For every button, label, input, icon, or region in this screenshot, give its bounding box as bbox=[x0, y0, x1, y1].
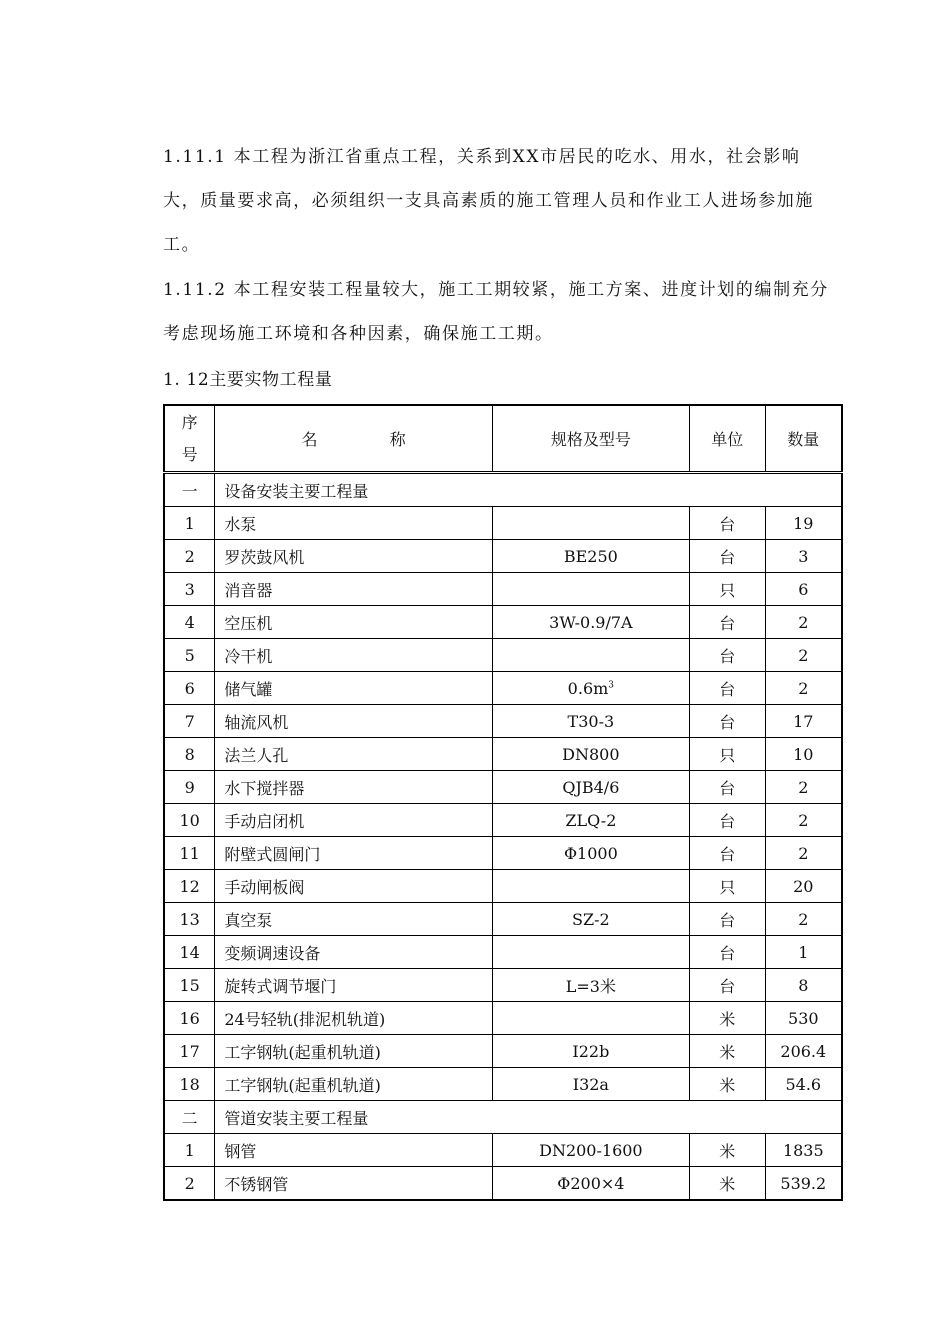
row-number: 10 bbox=[164, 804, 215, 837]
item-quantity: 2 bbox=[765, 903, 842, 936]
item-quantity: 2 bbox=[765, 771, 842, 804]
table-body bbox=[164, 473, 842, 1201]
table-row bbox=[164, 672, 842, 705]
item-spec: Φ1000 bbox=[492, 837, 689, 870]
item-unit: 米 bbox=[689, 1002, 765, 1035]
item-spec: T30-3 bbox=[492, 705, 689, 738]
item-spec-text: 0.6m bbox=[567, 678, 609, 698]
item-quantity: 2 bbox=[765, 672, 842, 705]
item-quantity: 530 bbox=[765, 1002, 842, 1035]
item-spec: ZLQ-2 bbox=[492, 804, 689, 837]
item-spec: SZ-2 bbox=[492, 903, 689, 936]
row-number: 8 bbox=[164, 738, 215, 771]
item-name: 水下搅拌器 bbox=[215, 771, 492, 804]
row-number: 16 bbox=[164, 1002, 215, 1035]
table-row bbox=[164, 1002, 842, 1035]
item-name: 法兰人孔 bbox=[215, 738, 492, 771]
item-name: 变频调速设备 bbox=[215, 936, 492, 969]
header-qty: 数量 bbox=[765, 405, 842, 473]
table-row bbox=[164, 540, 842, 573]
row-number: 12 bbox=[164, 870, 215, 903]
table-header-row bbox=[164, 405, 842, 473]
paragraph-1-11-1: 1.11.1 本工程为浙江省重点工程，关系到XX市居民的吃水、用水，社会影响大，质量要求高，必须组织一支具高素质的施工管理人员和作业工人进场参加施工。 bbox=[163, 147, 814, 255]
row-number: 11 bbox=[164, 837, 215, 870]
header-unit: 单位 bbox=[689, 405, 765, 473]
table-row bbox=[164, 606, 842, 639]
table-row bbox=[164, 771, 842, 804]
item-quantity: 2 bbox=[765, 804, 842, 837]
section-title: 设备安装主要工程量 bbox=[215, 473, 842, 507]
item-spec: Φ200×4 bbox=[492, 1167, 689, 1201]
item-spec bbox=[492, 936, 689, 969]
item-name: 手动启闭机 bbox=[215, 804, 492, 837]
table-row bbox=[164, 1035, 842, 1068]
item-quantity: 19 bbox=[765, 507, 842, 540]
row-number: 17 bbox=[164, 1035, 215, 1068]
item-quantity: 54.6 bbox=[765, 1068, 842, 1101]
table-row bbox=[164, 507, 842, 540]
table-row bbox=[164, 738, 842, 771]
row-number: 4 bbox=[164, 606, 215, 639]
item-spec: DN200-1600 bbox=[492, 1134, 689, 1167]
table-row bbox=[164, 1134, 842, 1167]
item-spec: QJB4/6 bbox=[492, 771, 689, 804]
item-quantity: 3 bbox=[765, 540, 842, 573]
item-quantity: 17 bbox=[765, 705, 842, 738]
table-row bbox=[164, 969, 842, 1002]
header-spec: 规格及型号 bbox=[492, 405, 689, 473]
item-quantity: 2 bbox=[765, 606, 842, 639]
header-name bbox=[215, 405, 492, 473]
table-row bbox=[164, 870, 842, 903]
row-number: 7 bbox=[164, 705, 215, 738]
item-unit: 只 bbox=[689, 738, 765, 771]
item-unit: 台 bbox=[689, 606, 765, 639]
item-name: 轴流风机 bbox=[215, 705, 492, 738]
row-number: 14 bbox=[164, 936, 215, 969]
item-unit: 台 bbox=[689, 903, 765, 936]
item-quantity: 2 bbox=[765, 639, 842, 672]
row-number: 3 bbox=[164, 573, 215, 606]
item-spec: I32a bbox=[492, 1068, 689, 1101]
header-no-line2: 号 bbox=[181, 444, 198, 464]
item-unit: 台 bbox=[689, 969, 765, 1002]
item-name: 不锈钢管 bbox=[215, 1167, 492, 1201]
header-no bbox=[164, 405, 215, 473]
row-number: 2 bbox=[164, 1167, 215, 1201]
item-unit: 米 bbox=[689, 1035, 765, 1068]
item-quantity: 10 bbox=[765, 738, 842, 771]
item-quantity: 6 bbox=[765, 573, 842, 606]
item-unit: 米 bbox=[689, 1068, 765, 1101]
item-name: 储气罐 bbox=[215, 672, 492, 705]
item-unit: 米 bbox=[689, 1167, 765, 1201]
item-name: 消音器 bbox=[215, 573, 492, 606]
table-row bbox=[164, 837, 842, 870]
item-unit: 台 bbox=[689, 837, 765, 870]
item-spec bbox=[492, 672, 689, 705]
section-row bbox=[164, 1101, 842, 1134]
item-unit: 只 bbox=[689, 573, 765, 606]
item-spec bbox=[492, 1002, 689, 1035]
item-quantity: 1835 bbox=[765, 1134, 842, 1167]
item-spec bbox=[492, 870, 689, 903]
item-spec: DN800 bbox=[492, 738, 689, 771]
header-name-part-a: 名 bbox=[301, 430, 318, 449]
paragraph-1-11-2: 1.11.2 本工程安装工程量较大，施工工期较紧，施工方案、进度计划的编制充分考虑现场施工环境和各种因素，确保施工工期。 bbox=[163, 280, 829, 344]
row-number: 18 bbox=[164, 1068, 215, 1101]
item-quantity: 539.2 bbox=[765, 1167, 842, 1201]
item-name: 真空泵 bbox=[215, 903, 492, 936]
item-name: 空压机 bbox=[215, 606, 492, 639]
item-spec bbox=[492, 639, 689, 672]
row-number: 13 bbox=[164, 903, 215, 936]
item-name: 冷干机 bbox=[215, 639, 492, 672]
section-title: 管道安装主要工程量 bbox=[215, 1101, 842, 1134]
item-unit: 米 bbox=[689, 1134, 765, 1167]
item-quantity: 1 bbox=[765, 936, 842, 969]
item-name: 罗茨鼓风机 bbox=[215, 540, 492, 573]
item-name: 工字钢轨(起重机轨道) bbox=[215, 1068, 492, 1101]
item-name: 钢管 bbox=[215, 1134, 492, 1167]
item-spec: L=3米 bbox=[492, 969, 689, 1002]
item-unit: 台 bbox=[689, 540, 765, 573]
section-row bbox=[164, 473, 842, 507]
item-unit: 台 bbox=[689, 639, 765, 672]
section-number: 一 bbox=[164, 473, 215, 507]
table-row bbox=[164, 936, 842, 969]
table-row bbox=[164, 804, 842, 837]
item-spec: I22b bbox=[492, 1035, 689, 1068]
item-name: 24号轻轨(排泥机轨道) bbox=[215, 1002, 492, 1035]
section-heading: 1. 12主要实物工程量 bbox=[163, 370, 333, 390]
section-number: 二 bbox=[164, 1101, 215, 1134]
item-name: 旋转式调节堰门 bbox=[215, 969, 492, 1002]
row-number: 1 bbox=[164, 1134, 215, 1167]
item-unit: 台 bbox=[689, 507, 765, 540]
quantities-table bbox=[163, 404, 843, 1201]
item-spec: 3W-0.9/7A bbox=[492, 606, 689, 639]
table-row bbox=[164, 1068, 842, 1101]
table-row bbox=[164, 705, 842, 738]
row-number: 6 bbox=[164, 672, 215, 705]
item-unit: 只 bbox=[689, 870, 765, 903]
table-row bbox=[164, 639, 842, 672]
item-spec: BE250 bbox=[492, 540, 689, 573]
row-number: 5 bbox=[164, 639, 215, 672]
item-name: 水泵 bbox=[215, 507, 492, 540]
item-name: 手动闸板阀 bbox=[215, 870, 492, 903]
table-row bbox=[164, 1167, 842, 1201]
table-row bbox=[164, 903, 842, 936]
item-spec-superscript: 3 bbox=[608, 680, 615, 691]
header-name-part-b: 称 bbox=[389, 430, 406, 449]
item-unit: 台 bbox=[689, 936, 765, 969]
item-spec bbox=[492, 507, 689, 540]
item-unit: 台 bbox=[689, 705, 765, 738]
item-name: 附壁式圆闸门 bbox=[215, 837, 492, 870]
table-row bbox=[164, 573, 842, 606]
item-name: 工字钢轨(起重机轨道) bbox=[215, 1035, 492, 1068]
row-number: 1 bbox=[164, 507, 215, 540]
row-number: 2 bbox=[164, 540, 215, 573]
item-quantity: 206.4 bbox=[765, 1035, 842, 1068]
row-number: 15 bbox=[164, 969, 215, 1002]
item-spec bbox=[492, 573, 689, 606]
item-quantity: 8 bbox=[765, 969, 842, 1002]
item-unit: 台 bbox=[689, 804, 765, 837]
item-unit: 台 bbox=[689, 771, 765, 804]
header-no-line1: 序 bbox=[181, 412, 198, 432]
row-number: 9 bbox=[164, 771, 215, 804]
item-quantity: 20 bbox=[765, 870, 842, 903]
item-unit: 台 bbox=[689, 672, 765, 705]
item-quantity: 2 bbox=[765, 837, 842, 870]
